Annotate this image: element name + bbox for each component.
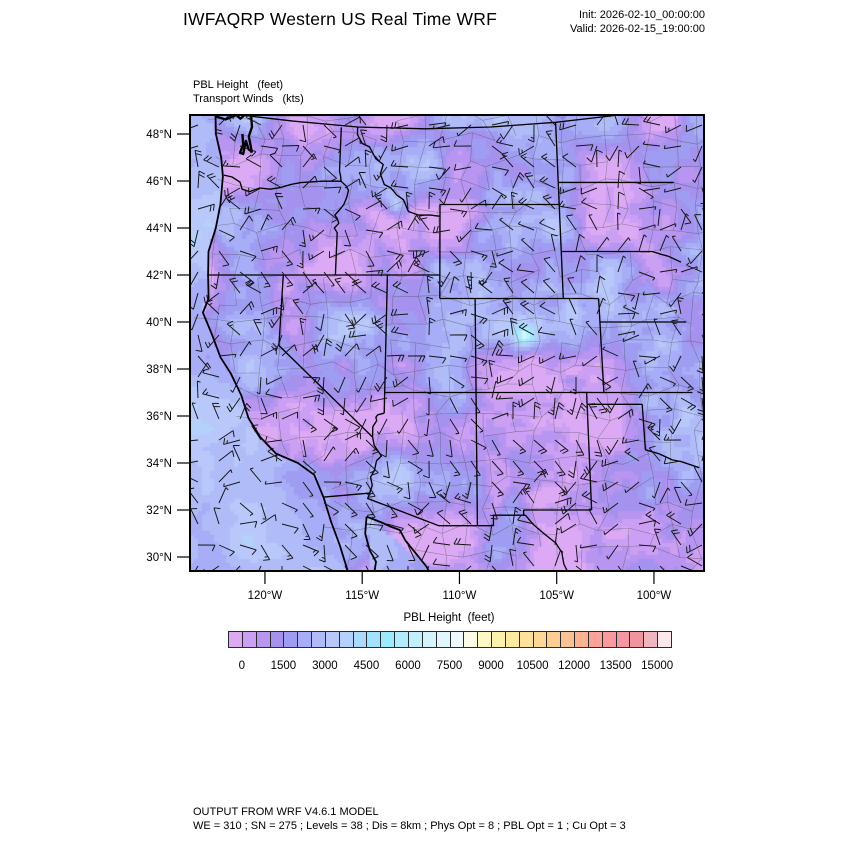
colorbar-cell [629,631,644,648]
model-timestamps [570,8,705,36]
colorbar-title: PBL Height (feet) [403,612,495,624]
layer-wind-label: Transport Winds (kts) [193,93,304,105]
init-timestamp: Init: 2026-02-10_00:00:00 [579,9,705,21]
colorbar-cell [436,631,451,648]
colorbar-cell [380,631,395,648]
valid-timestamp: Valid: 2026-02-15_19:00:00 [570,23,705,35]
colorbar-cell [657,631,672,648]
layer-fill-label: PBL Height (feet) [193,79,284,91]
lat-tick-label: 34°N [146,458,172,470]
colorbar-cell [477,631,492,648]
lat-tick-label: 36°N [146,411,172,423]
colorbar-cell [408,631,423,648]
colorbar-cell [519,631,534,648]
lat-tick-label: 44°N [146,223,172,235]
colorbar-cell [616,631,631,648]
colorbar-cell [353,631,368,648]
pbl-field-canvas [190,115,704,571]
colorbar-cell [588,631,603,648]
map-plot-area [190,115,704,571]
colorbar-tick-label: 7500 [436,660,463,672]
lat-tick-label: 48°N [146,129,172,141]
colorbar-cell [422,631,437,648]
colorbar-cell [242,631,257,648]
colorbar-tick-label: 13500 [599,660,632,672]
colorbar-cell [339,631,354,648]
colorbar-tick-label: 15000 [641,660,674,672]
colorbar-cell [311,631,326,648]
colorbar-cell [283,631,298,648]
colorbar-cell [463,631,478,648]
lon-tick-label: 100°W [636,590,672,602]
colorbar-tick-label: 10500 [516,660,549,672]
colorbar-tick-label: 4500 [353,660,380,672]
colorbar-tick-label: 1500 [270,660,297,672]
colorbar-cell [228,631,243,648]
colorbar-tick-label: 12000 [558,660,591,672]
colorbar-cell [450,631,465,648]
colorbar-cell [505,631,520,648]
colorbar-cell [643,631,658,648]
lon-tick-label: 105°W [539,590,575,602]
colorbar-cell [325,631,340,648]
lon-tick-label: 110°W [442,590,477,602]
lat-tick-label: 32°N [146,505,172,517]
lat-tick-label: 40°N [146,317,172,329]
colorbar-tick-label: 3000 [312,660,338,672]
page-title: IWFAQRP Western US Real Time WRF [183,9,497,29]
colorbar-cell [270,631,285,648]
colorbar-cell [602,631,617,648]
lat-tick-label: 42°N [146,270,172,282]
footer-line-model: OUTPUT FROM WRF V4.6.1 MODEL [193,806,379,818]
footer-line-config: WE = 310 ; SN = 275 ; Levels = 38 ; Dis = 8km ; Phys Opt = 8 ; PBL Opt = 1 ; Cu Opt = 3 [193,819,626,832]
colorbar-tick-label: 0 [238,660,246,672]
colorbar-cell [256,631,271,648]
colorbar-cell [560,631,575,648]
colorbar-cell [533,631,548,648]
colorbar-cell [297,631,312,648]
colorbar-tick-label: 9000 [478,660,504,672]
layer-legend [193,78,304,106]
colorbar-cell [366,631,381,648]
lat-tick-label: 30°N [146,552,172,564]
lat-tick-label: 46°N [146,176,172,188]
lat-tick-label: 38°N [146,364,172,376]
lon-tick-label: 115°W [345,590,380,602]
colorbar [228,631,672,648]
colorbar-cell [394,631,409,648]
colorbar-cell [546,631,561,648]
lon-tick-label: 120°W [247,590,283,602]
colorbar-cell [491,631,506,648]
footer-note [193,806,626,833]
colorbar-cell [574,631,589,648]
colorbar-tick-label: 6000 [395,660,421,672]
